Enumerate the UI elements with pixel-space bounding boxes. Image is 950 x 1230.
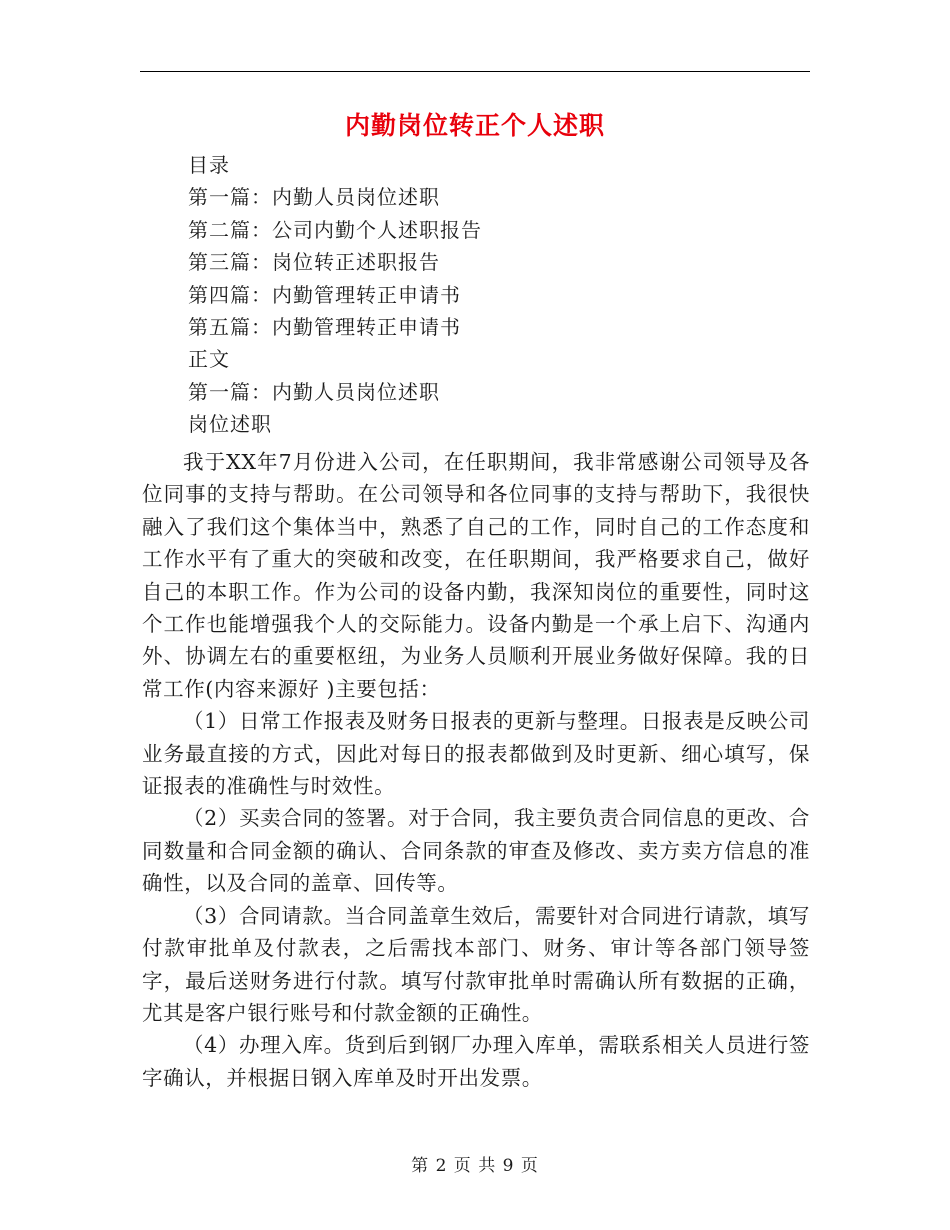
toc-item: 第五篇：内勤管理转正申请书 bbox=[188, 314, 461, 339]
paragraph: （3）合同请款。当合同盖章生效后，需要针对合同进行请款，填写付款审批单及付款表，之后需找本部门、财务、审计等各部门领导签字，最后送财务进行付款。填写付款审批单时需确认所有数据的正确，尤其是客户银行账号和付款金额的正确性。 bbox=[142, 903, 810, 1025]
toc-heading: 目录 bbox=[188, 153, 230, 177]
document-title: 内勤岗位转正个人述职 bbox=[344, 111, 605, 140]
chapter-title: 第一篇：内勤人员岗位述职 bbox=[188, 379, 440, 404]
paragraph: （4）办理入库。货到后到钢厂办理入库单，需联系相关人员进行签字确认，并根据日钢入库单及时开出发票。 bbox=[142, 1033, 810, 1090]
table-of-contents bbox=[188, 149, 788, 441]
paragraph: 我于XX年7月份进入公司，在任职期间，我非常感谢公司领导及各位同事的支持与帮助。在公司领导和各位同事的支持与帮助下，我很快融入了我们这个集体当中，熟悉了自己的工作，同时自己的工作态度和工作水平有了重大的突破和改变，在任职期间，我严格要求自己，做好自己的本职工作。作为公司的设备内勤，我深知岗位的重要性，同时这个工作也能增强我个人的交际能力。设备内勤是一个承上启下、沟通内外、协调左右的重要枢纽，为业务人员顺利开展业务做好保障。我的日常工作(内容来源好 )主要包括： bbox=[142, 450, 810, 701]
toc-item: 第三篇：岗位转正述职报告 bbox=[188, 250, 440, 275]
paragraph: （1）日常工作报表及财务日报表的更新与整理。日报表是反映公司业务最直接的方式，因此对每日的报表都做到及时更新、细心填写，保证报表的准确性与时效性。 bbox=[142, 709, 810, 799]
page-number-footer: 第 2 页 共 9 页 bbox=[411, 1156, 539, 1176]
toc-item: 第四篇：内勤管理转正申请书 bbox=[188, 282, 461, 307]
body-text bbox=[142, 446, 810, 1094]
paragraph: （2）买卖合同的签署。对于合同，我主要负责合同信息的更改、合同数量和合同金额的确认、合同条款的审查及修改、卖方卖方信息的准确性，以及合同的盖章、回传等。 bbox=[142, 806, 810, 896]
section-title: 岗位述职 bbox=[188, 412, 272, 437]
toc-item: 第二篇：公司内勤个人述职报告 bbox=[188, 217, 482, 242]
header-rule bbox=[140, 71, 810, 72]
toc-item: 第一篇：内勤人员岗位述职 bbox=[188, 185, 440, 210]
body-heading: 正文 bbox=[188, 347, 230, 372]
